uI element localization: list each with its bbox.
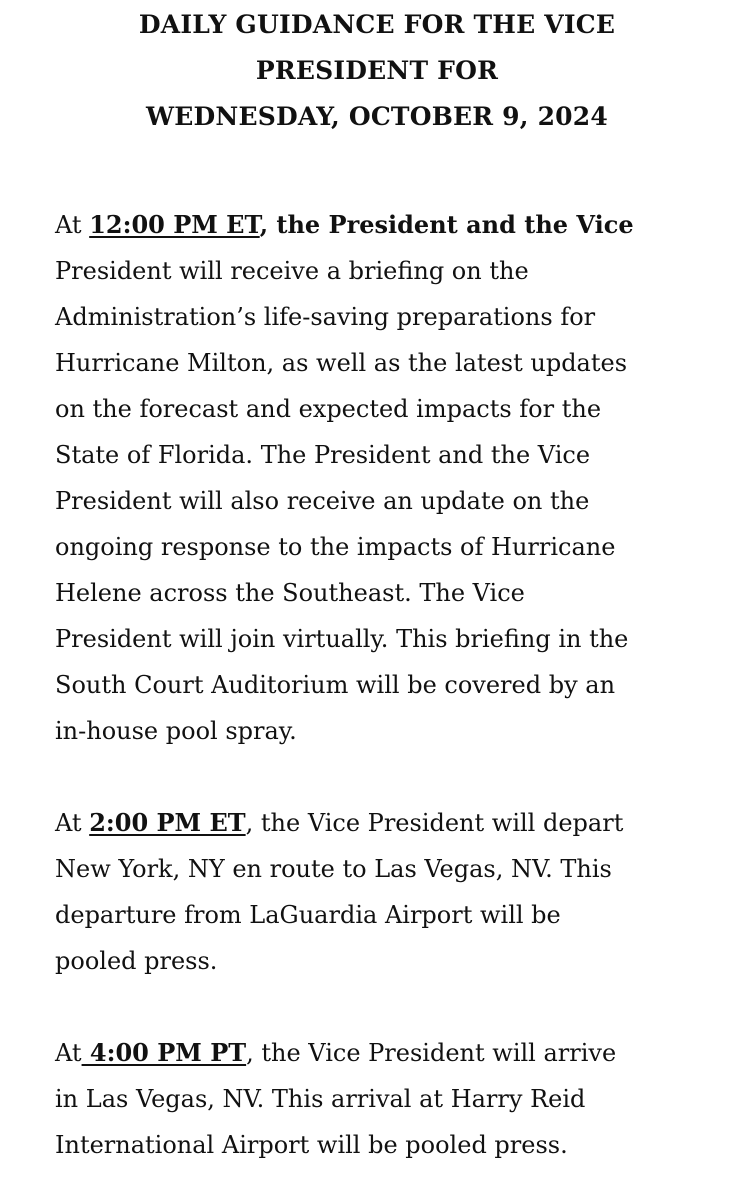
schedule-entry-departure bbox=[55, 800, 715, 984]
entry-first-line bbox=[55, 202, 715, 248]
entry-lead: At bbox=[55, 809, 90, 837]
title-line: DAILY GUIDANCE FOR THE VICE bbox=[138, 10, 616, 39]
entry-line: pooled press. bbox=[55, 947, 218, 975]
event-time: 4:00 PM PT bbox=[81, 1038, 247, 1067]
entry-first-line bbox=[55, 800, 715, 846]
entry-line: in Las Vegas, NV. This arrival at Harry Reid bbox=[55, 1085, 586, 1113]
entry-line: Administration’s life-saving preparations for bbox=[55, 303, 596, 331]
entry-line: President will join virtually. This briefing in the bbox=[55, 625, 629, 653]
entry-trail: , the President and the Vice bbox=[259, 210, 634, 239]
entry-line: Hurricane Milton, as well as the latest updates bbox=[55, 349, 628, 377]
entry-lead: At bbox=[55, 1039, 82, 1067]
entry-line: President will receive a briefing on the bbox=[55, 257, 529, 285]
entry-lead: At bbox=[55, 211, 90, 239]
schedule-entry-noon-briefing bbox=[55, 202, 715, 754]
entry-trail: , the Vice President will depart bbox=[245, 809, 624, 837]
entry-line: New York, NY en route to Las Vegas, NV. This bbox=[55, 855, 612, 883]
entry-first-line bbox=[55, 1030, 715, 1076]
document-title bbox=[40, 2, 714, 140]
entry-line: International Airport will be pooled press. bbox=[55, 1131, 568, 1159]
entry-line: State of Florida. The President and the Vice bbox=[55, 441, 591, 469]
entry-line: departure from LaGuardia Airport will be bbox=[55, 901, 561, 929]
entry-line: on the forecast and expected impacts for the bbox=[55, 395, 602, 423]
entry-trail: , the Vice President will arrive bbox=[246, 1039, 617, 1067]
event-time: 2:00 PM ET bbox=[89, 808, 246, 837]
entry-line: in-house pool spray. bbox=[55, 717, 297, 745]
title-line: PRESIDENT FOR bbox=[255, 56, 499, 85]
schedule-entry-arrival bbox=[55, 1030, 715, 1168]
entry-line: President will also receive an update on the bbox=[55, 487, 590, 515]
event-time: 12:00 PM ET bbox=[89, 210, 260, 239]
entry-line: ongoing response to the impacts of Hurricane bbox=[55, 533, 616, 561]
entry-line: South Court Auditorium will be covered by an bbox=[55, 671, 616, 699]
title-line: WEDNESDAY, OCTOBER 9, 2024 bbox=[146, 102, 608, 131]
entry-line: Helene across the Southeast. The Vice bbox=[55, 579, 525, 607]
